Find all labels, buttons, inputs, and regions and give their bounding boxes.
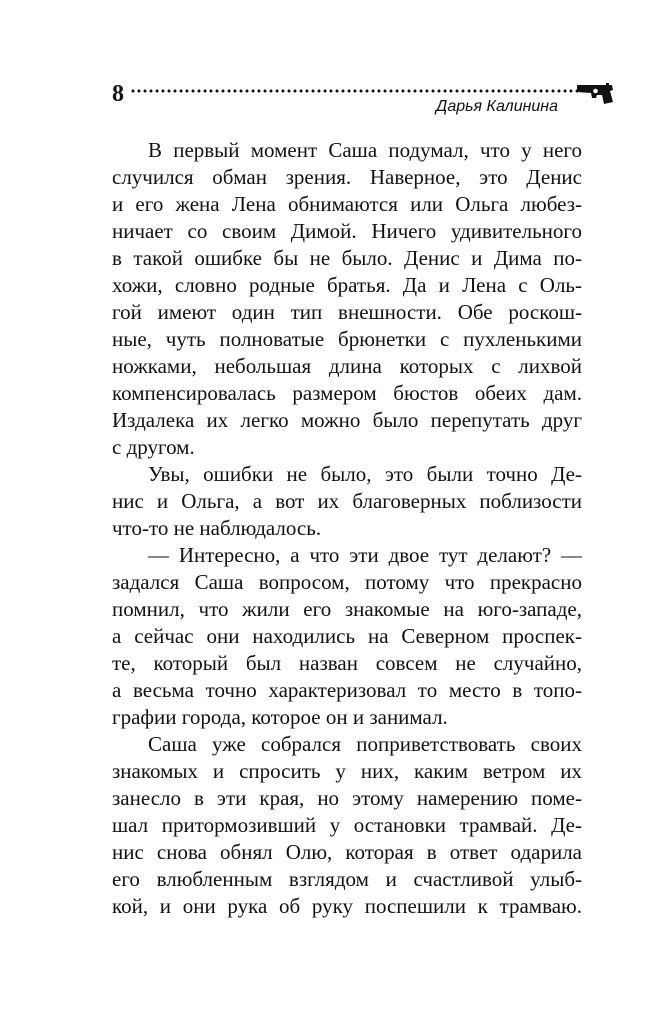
text-line: знакомых и спросить у них, каким ветром их bbox=[112, 759, 582, 783]
text-line: а сейчас они находились на Северном проспек- bbox=[112, 624, 582, 648]
text-line: — Интересно, а что эти двое тут делают? — bbox=[148, 543, 582, 567]
text-line: ничает со своим Димой. Ничего удивительного bbox=[112, 219, 582, 243]
text-line: ные, чуть полноватые брюнетки с пухленькими bbox=[112, 327, 582, 351]
text-line: Издалека их легко можно было перепутать друг bbox=[112, 408, 582, 432]
text-line: задался Саша вопросом, потому что прекрасно bbox=[112, 570, 582, 594]
text-line: ножками, небольшая длина которых с лихвой bbox=[112, 354, 582, 378]
text-line: В первый момент Саша подумал, что у него bbox=[148, 138, 582, 162]
text-line: шал притормозивший у остановки трамвай. Де- bbox=[112, 813, 582, 837]
text-line: нис и Ольга, а вот их благоверных поблизости bbox=[112, 489, 582, 513]
text-line: с другом. bbox=[112, 435, 195, 459]
text-line: гой имеют один тип внешности. Обе роскош- bbox=[112, 300, 582, 324]
text-line: занесло в эти края, но этому намерению поме- bbox=[112, 786, 582, 810]
text-line: хожи, словно родные братья. Да и Лена с Оль- bbox=[112, 273, 582, 297]
text-line: случился обман зрения. Наверное, это Денис bbox=[112, 165, 582, 189]
text-line: а весьма точно характеризовал то место в топо- bbox=[112, 678, 582, 702]
text-line: помнил, что жили его знакомые на юго-западе, bbox=[112, 597, 582, 621]
running-header bbox=[112, 80, 612, 120]
text-line: и его жена Лена обнимаются или Ольга любез- bbox=[112, 192, 582, 216]
body-text bbox=[112, 137, 582, 920]
text-line: в такой ошибке бы не было. Денис и Дима по- bbox=[112, 246, 582, 270]
page-number: 8 bbox=[112, 81, 124, 107]
text-line: графии города, которое он и занимал. bbox=[112, 705, 448, 729]
running-header-author: Дарья Калинина bbox=[436, 98, 558, 115]
text-line: его влюбленным взглядом и счастливой улыб- bbox=[112, 867, 582, 891]
text-line: Увы, ошибки не было, это были точно Де- bbox=[148, 462, 582, 486]
text-line: Саша уже собрался поприветствовать своих bbox=[148, 732, 582, 756]
text-line: кой, и они рука об руку поспешили к трамваю. bbox=[112, 894, 582, 918]
text-line: компенсировалась размером бюстов обеих дам. bbox=[112, 381, 582, 405]
text-line: нис снова обнял Олю, которая в ответ одарила bbox=[112, 840, 582, 864]
text-line: что-то не наблюдалось. bbox=[112, 516, 322, 540]
text-line: те, который был назван совсем не случайно, bbox=[112, 651, 582, 675]
dotted-leader bbox=[130, 88, 586, 94]
revolver-icon bbox=[576, 82, 614, 106]
